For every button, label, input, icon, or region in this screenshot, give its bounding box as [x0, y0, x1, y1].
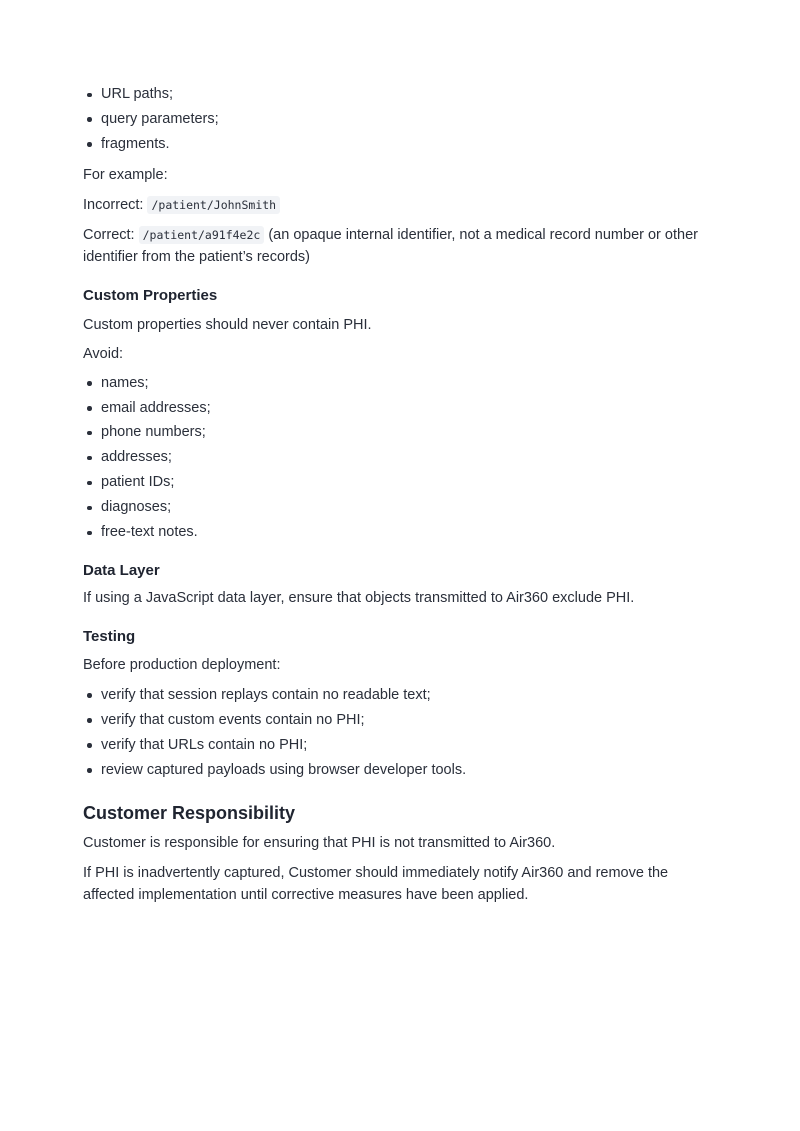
list-item: phone numbers; — [101, 420, 723, 445]
responsibility-paragraph-1: Customer is responsible for ensuring that PHI is not transmitted to Air360. — [83, 835, 556, 852]
example-intro: For example: — [83, 166, 168, 183]
list-item: verify that session replays contain no readable text; — [101, 683, 723, 708]
incorrect-example — [83, 194, 723, 216]
list-item: free-text notes. — [101, 520, 723, 545]
correct-label: Correct: — [83, 226, 135, 243]
section-heading-custom-properties: Custom Properties — [83, 286, 218, 304]
list-item: URL paths; — [101, 82, 723, 107]
list-item: query parameters; — [101, 107, 723, 132]
avoid-label: Avoid: — [83, 345, 124, 362]
correct-example — [83, 224, 723, 268]
document-page — [83, 82, 723, 906]
testing-intro: Before production deployment: — [83, 656, 281, 673]
list-item: addresses; — [101, 445, 723, 470]
list-item: email addresses; — [101, 396, 723, 421]
section-heading-data-layer: Data Layer — [83, 561, 160, 579]
list-item: fragments. — [101, 132, 723, 157]
correct-code: /patient/a91f4e2c — [139, 226, 265, 244]
correct-note: (an opaque internal identifier, not a medical record number or other identifier from the patient’s records) — [83, 226, 698, 265]
data-layer-text: If using a JavaScript data layer, ensure that objects transmitted to Air360 exclude PHI. — [83, 589, 635, 606]
list-item: review captured payloads using browser developer tools. — [101, 758, 723, 783]
custom-properties-text: Custom properties should never contain PHI. — [83, 316, 372, 333]
incorrect-label: Incorrect: — [83, 196, 144, 213]
avoid-list — [83, 371, 723, 545]
list-item: patient IDs; — [101, 470, 723, 495]
list-item: verify that URLs contain no PHI; — [101, 733, 723, 758]
incorrect-code: /patient/JohnSmith — [147, 196, 280, 214]
list-item: verify that custom events contain no PHI; — [101, 708, 723, 733]
section-heading-testing: Testing — [83, 627, 136, 645]
responsibility-paragraph-2: If PHI is inadvertently captured, Customer should immediately notify Air360 and remove the affected implementation until corrective measures have been applied. — [83, 865, 669, 904]
section-heading-customer-responsibility: Customer Responsibility — [83, 803, 296, 824]
url-components-list — [83, 82, 723, 157]
testing-list — [83, 683, 723, 783]
list-item: diagnoses; — [101, 495, 723, 520]
list-item: names; — [101, 371, 723, 396]
